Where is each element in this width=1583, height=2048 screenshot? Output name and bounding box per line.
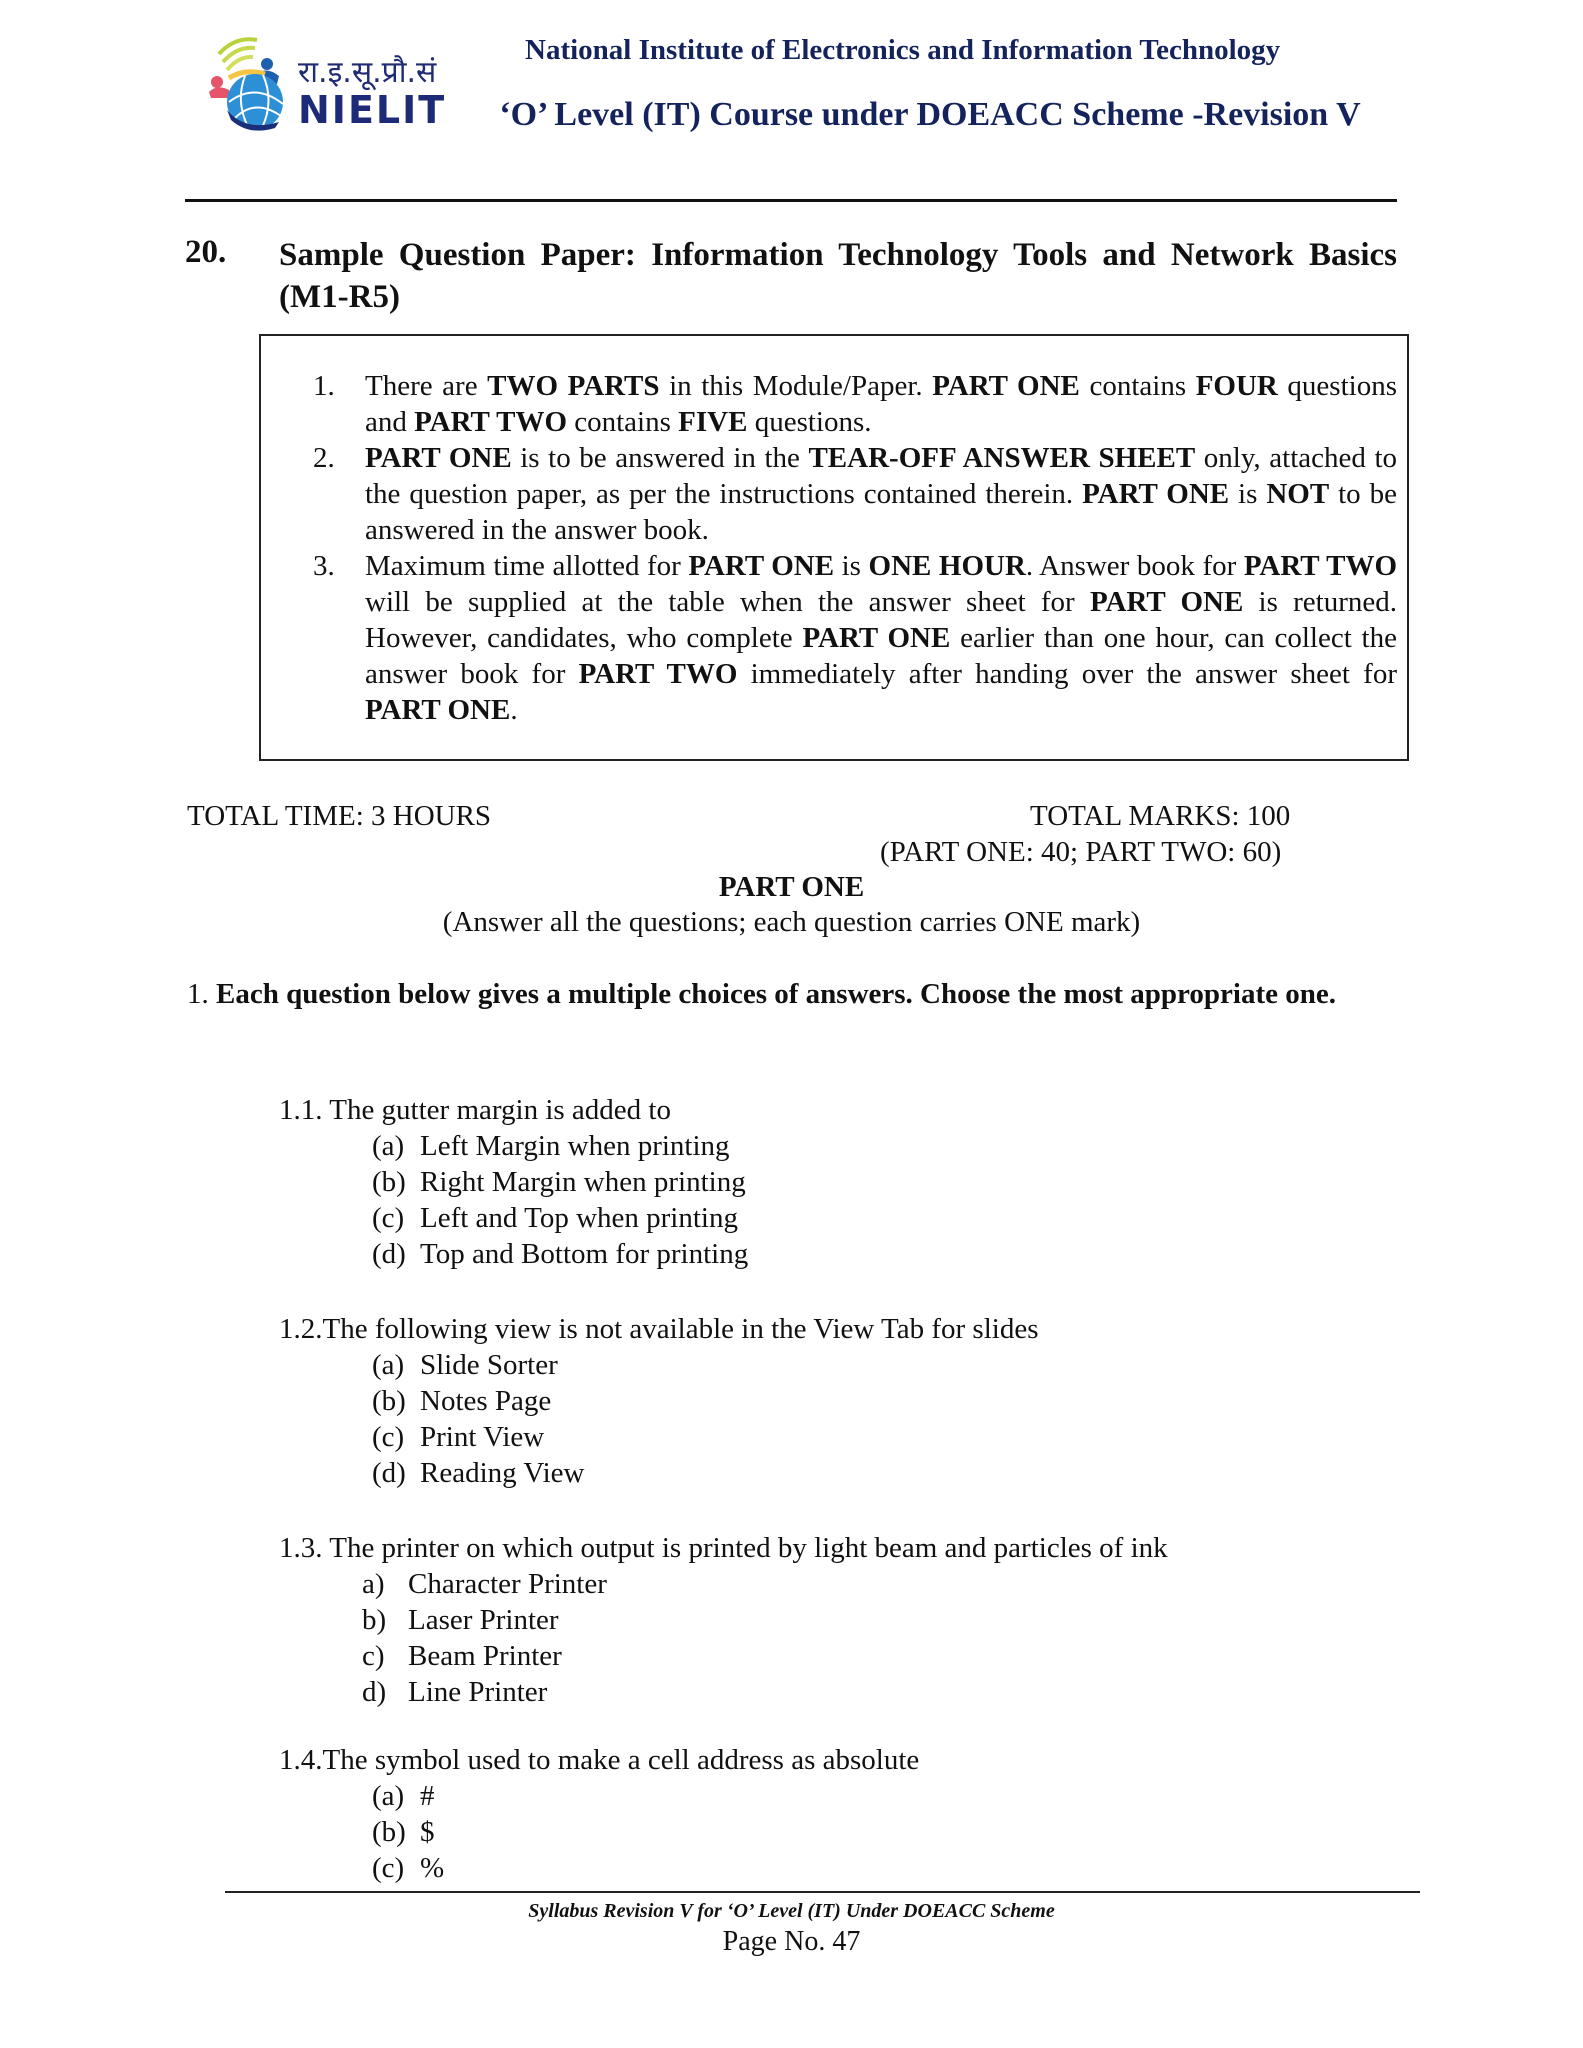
instruction-number: 2. [313,442,335,474]
instruction-item [313,440,1397,548]
option-text: Character Printer [408,1568,607,1600]
option-label: (a) [372,1130,405,1162]
option-text: Notes Page [420,1385,552,1417]
option-label: (c) [372,1852,405,1884]
instruction-number: 1. [313,370,335,402]
option-text: Slide Sorter [420,1349,558,1381]
option-a [372,1347,1038,1383]
option-label: (c) [372,1421,405,1453]
option-text: Line Printer [408,1676,548,1708]
option-label: a) [362,1568,385,1600]
option-b [362,1602,1168,1638]
part-one-note: (Answer all the questions; each question carries ONE mark) [442,906,1141,938]
option-text: Top and Bottom for printing [420,1238,749,1270]
option-a [362,1566,1168,1602]
option-c [372,1850,919,1886]
options-list [372,1347,1038,1491]
options-list [372,1778,919,1886]
option-c [362,1638,1168,1674]
instruction-text: There are TWO PARTS in this Module/Paper. PART ONE contains FOUR questions and PART TWO contains FIVE questions. [365,370,1397,438]
option-label: (b) [372,1166,406,1198]
page-number: Page No. 47 [722,1926,861,1957]
total-marks: TOTAL MARKS: 100 [1030,800,1291,832]
logo-wordmark: NIELIT [298,88,447,132]
instruction-text: PART ONE is to be answered in the TEAR-OFF ANSWER SHEET only, attached to the question paper, as per the instructions contained therein. PART ONE is NOT to be answered in the answer book. [365,442,1397,546]
subquestion-1-2 [279,1311,1038,1491]
marks-split: (PART ONE: 40; PART TWO: 60) [880,836,1282,868]
option-a [372,1128,748,1164]
option-text: Beam Printer [408,1640,562,1672]
question-stem: 1.1. The gutter margin is added to [279,1094,671,1126]
option-d [372,1455,1038,1491]
option-label: d) [362,1676,387,1708]
logo-devanagari-text: रा.इ.सू.प्रौ.सं [298,55,437,90]
option-c [372,1200,748,1236]
option-text: Left Margin when printing [420,1130,730,1162]
question-1-number: 1. [187,978,216,1010]
course-title: ‘O’ Level (IT) Course under DOEACC Scheme -Revision V [499,96,1361,133]
option-d [362,1674,1168,1710]
total-time: TOTAL TIME: 3 HOURS [187,800,492,832]
option-label: (c) [372,1202,405,1234]
question-stem: 1.2.The following view is not available in the View Tab for slides [279,1313,1039,1345]
option-b [372,1164,748,1200]
options-list [372,1128,748,1272]
option-text: $ [420,1816,435,1848]
option-label: (a) [372,1349,405,1381]
option-text: Right Margin when printing [420,1166,746,1198]
option-label: (d) [372,1457,406,1489]
option-label: (a) [372,1780,405,1812]
instruction-number: 3. [313,550,335,582]
instruction-item [313,368,1397,440]
question-stem: 1.3. The printer on which output is printed by light beam and particles of ink [279,1532,1168,1564]
option-a [372,1778,919,1814]
options-list [362,1566,1168,1710]
part-one-heading: PART ONE [718,871,865,903]
option-b [372,1383,1038,1419]
instructions-list [313,368,1397,728]
section-title: Sample Question Paper: Information Technology Tools and Network Basics (M1-R5) [279,237,1397,315]
instruction-item [313,548,1397,728]
subquestion-1-3 [279,1530,1168,1710]
option-d [372,1236,748,1272]
option-text: Left and Top when printing [420,1202,738,1234]
question-stem: 1.4.The symbol used to make a cell address as absolute [279,1744,920,1776]
section-number: 20. [185,234,227,270]
option-label: (b) [372,1385,406,1417]
institute-name: National Institute of Electronics and Information Technology [525,34,1281,66]
option-text: Laser Printer [408,1604,559,1636]
option-label: b) [362,1604,387,1636]
question-1-heading [187,976,1402,1012]
subquestion-1-1 [279,1092,748,1272]
option-label: (b) [372,1816,406,1848]
option-text: Print View [420,1421,545,1453]
footer-note: Syllabus Revision V for ‘O’ Level (IT) Under DOEACC Scheme [528,1900,1055,1922]
option-text: % [420,1852,445,1884]
option-b [372,1814,919,1850]
header-divider [185,199,1397,202]
instruction-text: Maximum time allotted for PART ONE is ONE HOUR. Answer book for PART TWO will be supplied at the table when the answer sheet for PART ONE is returned. However, candidates, who complete PART ONE earlier than one hour, can collect the answer book for PART TWO immediately after handing over the answer sheet for PART ONE. [365,550,1398,726]
option-label: (d) [372,1238,406,1270]
option-c [372,1419,1038,1455]
nielit-globe-icon [205,32,297,132]
footer-divider [225,1891,1420,1893]
subquestion-1-4 [279,1742,919,1886]
option-label: c) [362,1640,385,1672]
option-text: Reading View [420,1457,585,1489]
question-1-text: Each question below gives a multiple choices of answers. Choose the most appropriate one. [216,978,1336,1010]
option-text: # [420,1780,435,1812]
